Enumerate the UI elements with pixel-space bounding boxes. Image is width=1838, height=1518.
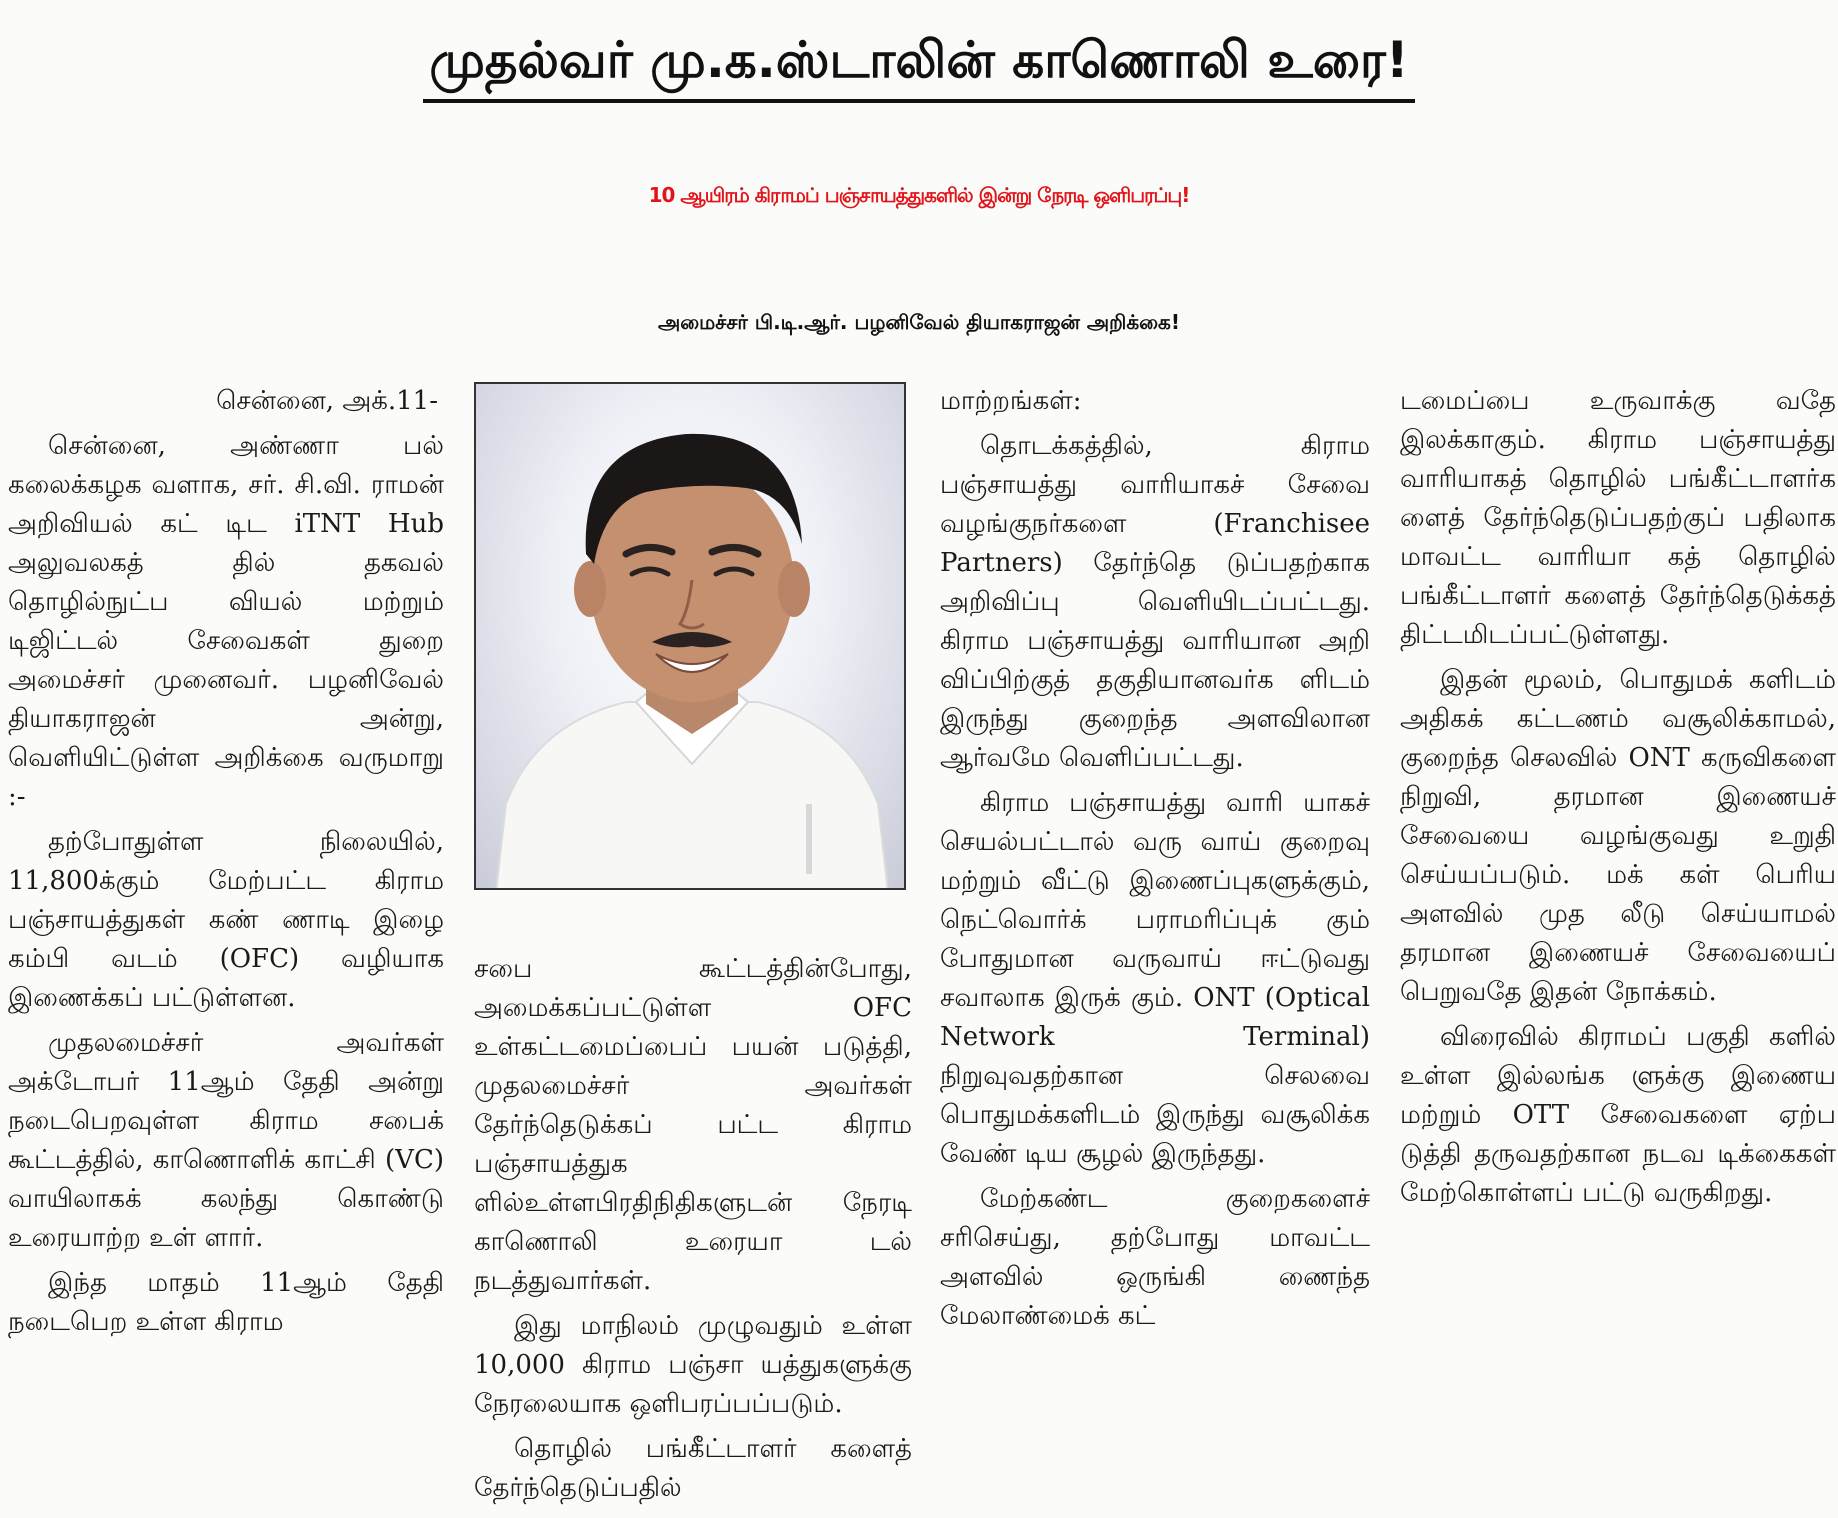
paragraph: சபை கூட்டத்தின்போது, அமைக்கப்பட்டுள்ள OFC உள்கட்டமைப்பைப் பயன் படுத்தி, முதலமைச்சர் அவர்கள் தேர்ந்தெடுக்கப் பட்ட கிராம பஞ்சாயத்துக ளில்உள்ளபிரதிநிதிகளுடன் நேரடி காணொலி உரையா டல் நடத்துவார்கள். xyxy=(474,954,912,1296)
paragraph: விரைவில் கிராமப் பகுதி களில் உள்ள இல்லங்க ளுக்கு இணைய மற்றும் OTT சேவைகளை ஏற்ப டுத்தி தருவதற்கான நடவ டிக்கைகள் மேற்கொள்ளப் பட்டு வருகிறது. xyxy=(1400,1022,1836,1208)
paragraph: தொழில் பங்கீட்டாளர் களைத் தேர்ந்தெடுப்பதில் xyxy=(474,1434,912,1503)
minister-portrait-photo xyxy=(474,382,906,890)
sub-headline: அமைச்சர் பி.டி.ஆர். பழனிவேல் தியாகராஜன் அறிக்கை! xyxy=(658,310,1180,334)
paragraph: சென்னை, அண்ணா பல் கலைக்கழக வளாக, சர். சி.வி. ராமன் அறிவியல் கட் டிட iTNT Hub அலுவலகத் தில் தகவல் தொழில்நுட்ப வியல் மற்றும் டிஜிட்டல் சேவைகள் துறை அமைச்சர் முனைவர். பழனிவேல் தியாகராஜன் அன்று, வெளியிட்டுள்ள அறிக்கை வருமாறு :- xyxy=(8,431,444,812)
paragraph: டமைப்பை உருவாக்கு வதே இலக்காகும். கிராம பஞ்சாயத்து வாரியாகத் தொழில் பங்கீட்டாளர்க ளைத் தேர்ந்தெடுப்பதற்குப் பதிலாக மாவட்ட வாரியா கத் தொழில் பங்கீட்டாளர் களைத் தேர்ந்தெடுக்கத் திட்டமிடப்பட்டுள்ளது. xyxy=(1400,386,1836,650)
paragraph: இந்த மாதம் 11ஆம் தேதி நடைபெற உள்ள கிராம xyxy=(8,1268,444,1337)
paragraph: தற்போதுள்ள நிலையில், 11,800க்கும் மேற்பட்ட கிராம பஞ்சாயத்துகள் கண் ணாடி இழை கம்பி வடம் (OFC) வழியாக இணைக்கப் பட்டுள்ளன. xyxy=(8,827,444,1013)
paragraph: தொடக்கத்தில், கிராம பஞ்சாயத்து வாரியாகச் சேவை வழங்குநர்களை (Franchisee Partners) தேர்ந்தெ டுப்பதற்காக அறிவிப்பு வெளியிடப்பட்டது. கிராம பஞ்சாயத்து வாரியான அறி விப்பிற்குத் தகுதியானவர்க ளிடம் இருந்து குறைந்த அளவிலான ஆர்வமே வெளிப்பட்டது. xyxy=(940,431,1370,773)
paragraph: மேற்கண்ட குறைகளைச் சரிசெய்து, தற்போது மாவட்ட அளவில் ஒருங்கி ணைந்த மேலாண்மைக் கட் xyxy=(940,1184,1370,1331)
main-headline: 10 ஆயிரம் கிராமப் பஞ்சாயத்துகளில் இன்று நேரடி ஒளிபரப்பு! xyxy=(648,183,1190,207)
section-subheading: மாற்றங்கள்: xyxy=(940,386,1082,416)
article-column-3 xyxy=(940,382,1370,1512)
article-column-2 xyxy=(474,950,912,1512)
paragraph: இதன் மூலம், பொதுமக் களிடம் அதிகக் கட்டணம் வசூலிக்காமல், குறைந்த செலவில் ONT கருவிகளை நிறுவி, தரமான இணையச் சேவையை வழங்குவது உறுதி செய்யப்படும். மக் கள் பெரிய அளவில் முத லீடு செய்யாமல் தரமான இணையச் சேவையைப் பெறுவதே இதன் நோக்கம். xyxy=(1400,665,1836,1007)
dateline: சென்னை, அக்.11- xyxy=(216,386,438,416)
paragraph: முதலமைச்சர் அவர்கள் அக்டோபர் 11ஆம் தேதி அன்று நடைபெறவுள்ள கிராம சபைக் கூட்டத்தில், காணொளிக் காட்சி (VC) வாயிலாகக் கலந்து கொண்டு உரையாற்ற உள் ளார். xyxy=(8,1028,444,1253)
portrait-illustration xyxy=(476,384,906,890)
kicker-text: முதல்வர் மு.க.ஸ்டாலின் காணொலி உரை! xyxy=(423,21,1414,103)
paragraph: கிராம பஞ்சாயத்து வாரி யாகச் செயல்பட்டால் வரு வாய் குறைவு மற்றும் வீட்டு இணைப்புகளுக்கும், நெட்வொர்க் பராமரிப்புக் கும் போதுமான வருவாய் ஈட்டுவது சவாலாக இருக் கும். ONT (Optical Network Terminal) நிறுவுவதற்கான செலவை பொதுமக்களிடம் இருந்து வசூலிக்க வேண் டிய சூழல் இருந்தது. xyxy=(940,788,1370,1169)
kicker-headline xyxy=(0,18,1838,110)
paragraph: இது மாநிலம் முழுவதும் உள்ள 10,000 கிராம பஞ்சா யத்துகளுக்கு நேரலையாக ஒளிபரப்பப்படும். xyxy=(474,1311,912,1419)
article-column-4 xyxy=(1400,382,1836,1512)
article-column-1 xyxy=(8,382,444,1512)
